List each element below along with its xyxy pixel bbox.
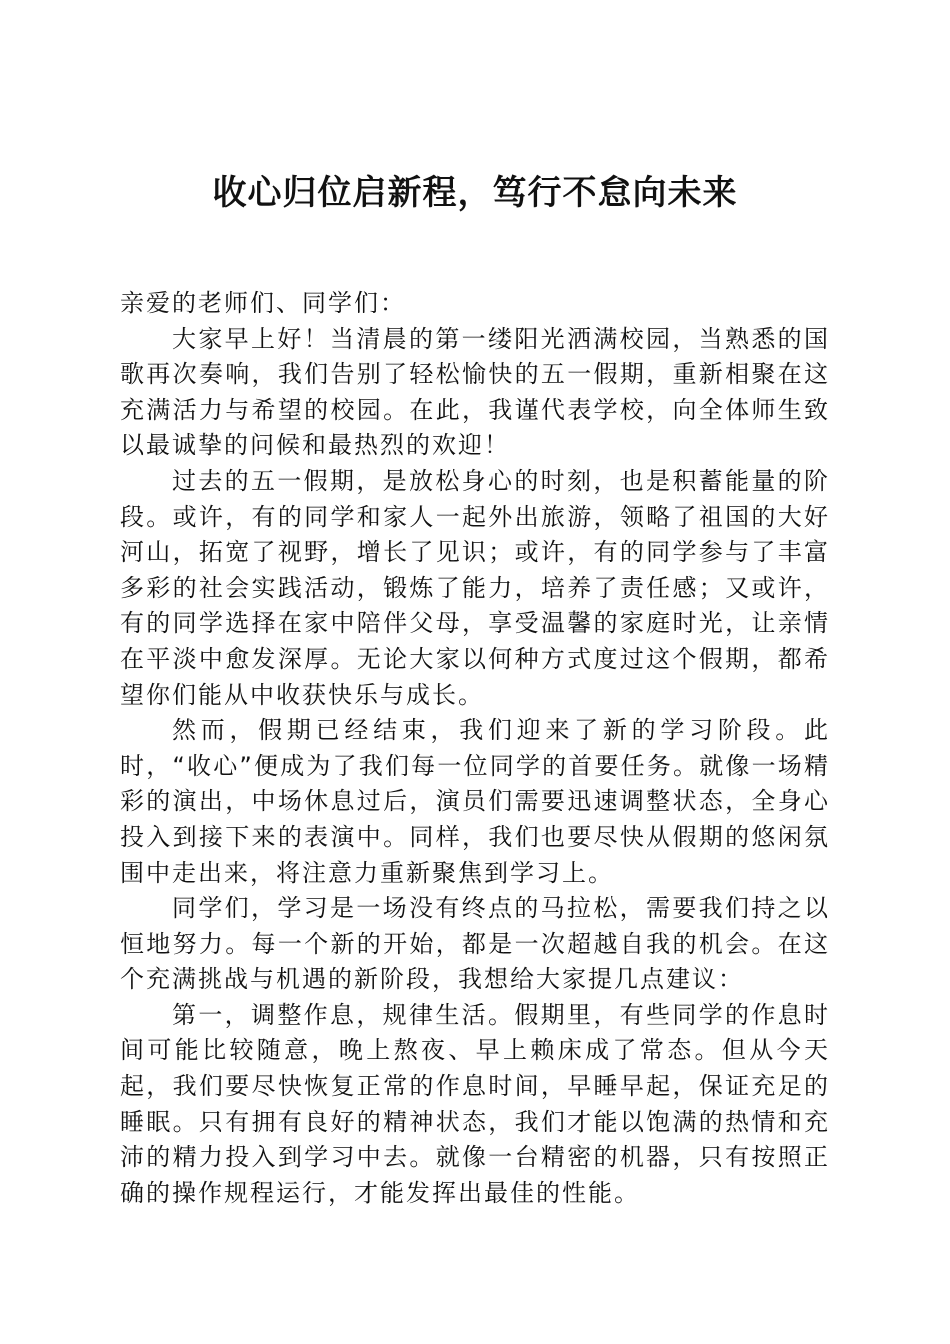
paragraph-greeting: 大家早上好！当清晨的第一缕阳光洒满校园，当熟悉的国歌再次奏响，我们告别了轻松愉快的五一假期，重新相聚在这充满活力与希望的校园。在此，我谨代表学校，向全体师生致以最诚挚的问候和最热烈的欢迎！ xyxy=(120,324,830,460)
paragraph-holiday-review: 过去的五一假期，是放松身心的时刻，也是积蓄能量的阶段。或许，有的同学和家人一起外出旅游，领略了祖国的大好河山，拓宽了视野，增长了见识；或许，有的同学参与了丰富多彩的社会实践活动，锻炼了能力，培养了责任感；又或许，有的同学选择在家中陪伴父母，享受温馨的家庭时光，让亲情在平淡中愈发深厚。无论大家以何种方式度过这个假期，都希望你们能从中收获快乐与成长。 xyxy=(120,466,830,709)
document-body xyxy=(120,286,830,1211)
document-title: 收心归位启新程，笃行不怠向未来 xyxy=(212,173,738,213)
paragraph-suggestions-intro: 同学们，学习是一场没有终点的马拉松，需要我们持之以恒地努力。每一个新的开始，都是一次超越自我的机会。在这个充满挑战与机遇的新阶段，我想给大家提几点建议： xyxy=(120,894,830,994)
paragraph-suggestion-one: 第一，调整作息，规律生活。假期里，有些同学的作息时间可能比较随意，晚上熬夜、早上赖床成了常态。但从今天起，我们要尽快恢复正常的作息时间，早睡早起，保证充足的睡眠。只有拥有良好的精神状态，我们才能以饱满的热情和充沛的精力投入到学习中去。就像一台精密的机器，只有按照正确的操作规程运行，才能发挥出最佳的性能。 xyxy=(120,1000,830,1207)
salutation: 亲爱的老师们、同学们： xyxy=(120,289,406,317)
paragraph-refocus: 然而，假期已经结束，我们迎来了新的学习阶段。此时，“收心”便成为了我们每一位同学的首要任务。就像一场精彩的演出，中场休息过后，演员们需要迅速调整状态，全身心投入到接下来的表演中。同样，我们也要尽快从假期的悠闲氛围中走出来，将注意力重新聚焦到学习上。 xyxy=(120,716,830,887)
